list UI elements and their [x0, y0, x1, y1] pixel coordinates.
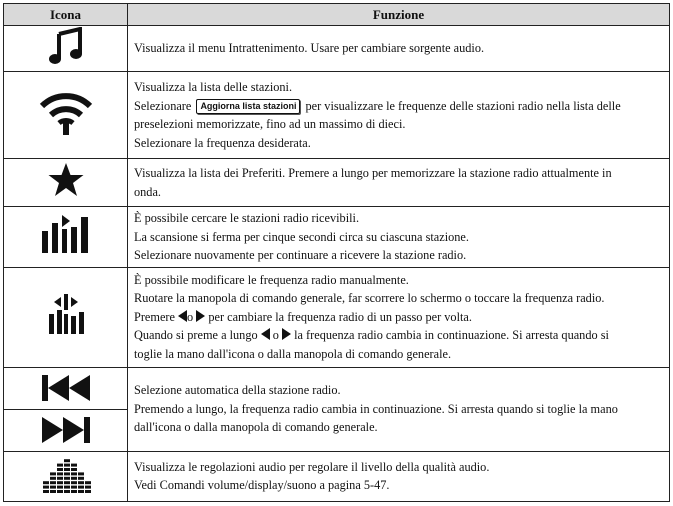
- description-cell: [128, 451, 670, 501]
- table-header-row: [4, 4, 670, 26]
- description-line: Selezionare nuovamente per continuare a ricevere la stazione radio.: [134, 248, 467, 262]
- scan-icon: [40, 213, 92, 255]
- table-row: [4, 159, 670, 207]
- description-line: preselezioni memorizzate, fino ad un massimo di dieci.: [134, 117, 406, 131]
- icon-subcell: [4, 368, 127, 409]
- description-line: È possibile modificare le frequenza radio manualmente.: [134, 272, 409, 287]
- table-row: [4, 26, 670, 72]
- icon-cell: [4, 26, 128, 72]
- icon-cell: [4, 267, 128, 367]
- line-text: Premere: [134, 309, 175, 324]
- description-cell: [128, 207, 670, 268]
- triangle-left-icon: [261, 328, 270, 340]
- icon-cell: [4, 207, 128, 268]
- table-row: [4, 207, 670, 268]
- skip-forward-icon: [40, 415, 92, 445]
- line-text: o: [272, 328, 279, 343]
- description-line: Visualizza la lista dei Preferiti. Premere a lungo per memorizzare la stazione radio attualmente in: [134, 166, 612, 180]
- icon-cell: [4, 159, 128, 207]
- icon-subcell: [4, 409, 127, 451]
- line-text: o: [187, 309, 194, 324]
- table-row: [4, 367, 670, 451]
- table-row: [4, 451, 670, 501]
- radio-signal-icon: [38, 90, 94, 136]
- triangle-left-icon: [178, 310, 187, 322]
- icon-cell: [4, 72, 128, 159]
- triangle-right-icon: [282, 328, 291, 340]
- header-icon: Icona: [4, 4, 128, 26]
- description-line: Premendo a lungo, la frequenza radio cambia in continuazione. Si arresta quando si toglie la mano: [134, 401, 618, 416]
- description-line: Visualizza le regolazioni audio per regolare il livello della qualità audio.: [134, 459, 490, 474]
- description-line: È possibile cercare le stazioni radio ricevibili.: [134, 211, 360, 225]
- star-icon: [47, 162, 85, 198]
- description-line: [134, 308, 663, 327]
- description-cell: [128, 26, 670, 72]
- line-text: per visualizzare le frequenze delle stazioni radio nella lista delle: [305, 98, 621, 113]
- description-line: Selezione automatica della stazione radio.: [134, 383, 341, 398]
- equalizer-icon: [41, 454, 91, 494]
- description-line: onda.: [134, 184, 161, 199]
- refresh-station-list-button[interactable]: Aggiorna lista stazioni: [196, 99, 300, 114]
- line-text: Quando si preme a lungo: [134, 328, 258, 343]
- table-row: [4, 267, 670, 367]
- description-line: Selezionare la frequenza desiderata.: [134, 135, 311, 150]
- music-note-icon: [49, 27, 83, 65]
- icon-cell: [4, 367, 128, 451]
- description-cell: [128, 267, 670, 367]
- description-line: [134, 326, 663, 345]
- description-line: Visualizza la lista delle stazioni.: [134, 80, 293, 94]
- description-cell: [128, 72, 670, 159]
- description-line: [134, 97, 663, 116]
- description-line: Ruotare la manopola di comando generale, far scorrere lo schermo o toccare la frequenza radio.: [134, 291, 605, 306]
- description-line: toglie la mano dall'icona o dalla manopola di comando generale.: [134, 346, 452, 361]
- description-cell: [128, 367, 670, 451]
- icon-cell: [4, 451, 128, 501]
- description-line: dall'icona o dalla manopola di comando generale.: [134, 420, 378, 435]
- function-table: [3, 3, 670, 502]
- line-text: la frequenza radio cambia in continuazione. Si arresta quando si: [294, 328, 609, 343]
- triangle-right-icon: [196, 310, 205, 322]
- description-line: Vedi Comandi volume/display/suono a pagina 5-47.: [134, 478, 390, 492]
- table-row: [4, 72, 670, 159]
- description-line: La scansione si ferma per cinque secondi circa su ciascuna stazione.: [134, 229, 469, 244]
- skip-back-icon: [40, 373, 92, 403]
- description-cell: [128, 159, 670, 207]
- line-text: Selezionare: [134, 98, 192, 113]
- manual-tune-icon: [45, 294, 87, 336]
- line-text: per cambiare la frequenza radio di un passo per volta.: [208, 309, 472, 324]
- description-line: Visualizza il menu Intrattenimento. Usare per cambiare sorgente audio.: [134, 41, 485, 56]
- header-function: Funzione: [128, 4, 670, 26]
